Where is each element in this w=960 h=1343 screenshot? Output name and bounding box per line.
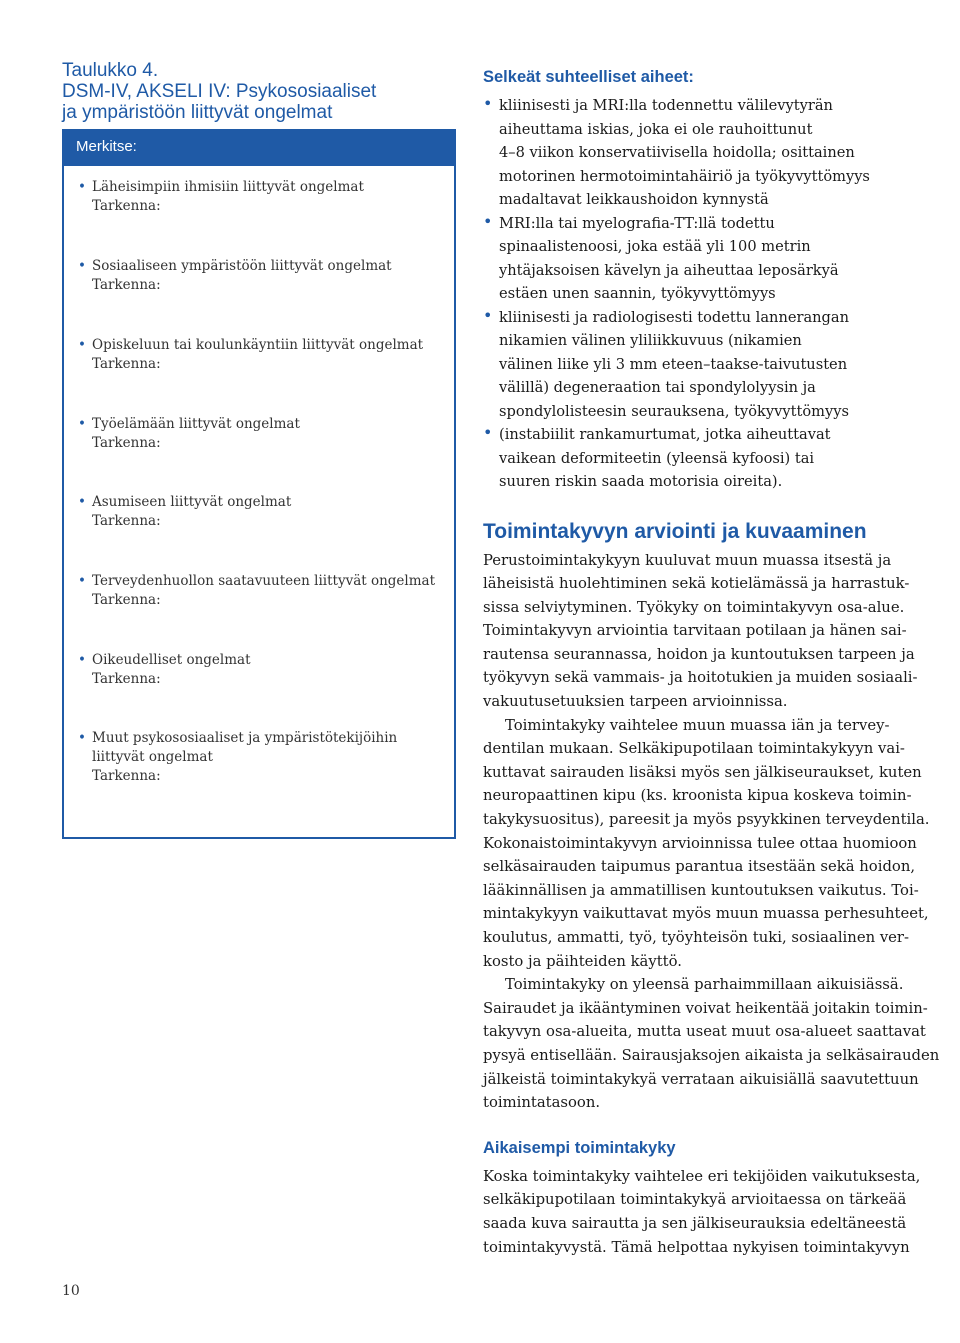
table-item <box>78 572 448 610</box>
table-header: Merkitse: <box>64 131 454 166</box>
table-4 <box>62 60 456 839</box>
text-line: spondylolisteesin seurauksena, työkyvyttömyys <box>499 402 849 420</box>
text-line: (instabiilit rankamurtumat, jotka aiheuttavat <box>499 426 831 443</box>
text-line: jälkeistä toimintakykyä verrataan aikuisiällä saavutettuun <box>483 1070 919 1088</box>
text-line: suuren riskin saada motorisia oireita). <box>499 473 783 490</box>
text-line: Toimintakyky vaihtelee muun muassa iän ja tervey- <box>505 716 890 734</box>
indication-item <box>483 212 877 306</box>
table-item-specify: Tarkenna: <box>92 768 161 784</box>
table-item <box>78 415 448 453</box>
bullet-icon: • <box>78 730 86 746</box>
text-line: toimintakyvystä. Tämä helpottaa nykyisen toimintakyvyn <box>483 1238 910 1256</box>
table-item <box>78 493 448 531</box>
text-line: Koska toimintakyky vaihtelee eri tekijöiden vaikutuksesta, <box>483 1167 921 1185</box>
text-line: Sairaudet ja ikääntyminen voivat heikentää joitakin toimin- <box>483 999 928 1017</box>
text-line: läheisistä huolehtiminen sekä kotielämässä ja harrastuk- <box>483 575 910 593</box>
table-item-specify: Tarkenna: <box>92 435 161 451</box>
right-column <box>483 66 940 1259</box>
indication-item <box>483 423 877 494</box>
table-item-specify: Tarkenna: <box>92 198 161 214</box>
indication-item <box>483 94 877 212</box>
bullet-icon: • <box>483 305 493 325</box>
text-line: Toimintakyvyn arviointia tarvitaan potilaan ja hänen sai- <box>483 622 907 640</box>
text-line: pysyä entisellään. Sairausjaksojen aikaista ja selkäsairauden <box>483 1046 940 1064</box>
text-line: MRI:lla tai myelografia-TT:llä todettu <box>499 214 775 232</box>
bullet-icon: • <box>78 573 86 589</box>
text-line: työkyvyn sekä vammais- ja hoitotukien ja muiden sosiaali- <box>483 669 918 687</box>
table-box <box>62 129 456 839</box>
text-line: välinen liike yli 3 mm eteen–taakse-taivutusten <box>499 355 848 373</box>
text-line: estäen unen saannin, työkyvyttömyys <box>499 285 776 302</box>
text-line: takyvyn osa-alueita, mutta useat muut osa-alueet saattavat <box>483 1023 926 1041</box>
table-item-label: Työelämään liittyvät ongelmat <box>92 416 300 432</box>
paragraph <box>483 714 930 974</box>
indication-item <box>483 306 877 424</box>
section-heading-indications: Selkeät suhteelliset aiheet: <box>483 68 694 86</box>
text-line: Perustoimintakykyyn kuuluvat muun muassa itsestä ja <box>483 551 892 569</box>
table-item-label: Terveydenhuollon saatavuuteen liittyvät ongelmat <box>92 573 436 589</box>
table-item <box>78 651 448 689</box>
bullet-icon: • <box>78 337 86 353</box>
table-item <box>78 729 448 786</box>
text-line: saada kuva sairautta ja sen jälkiseurauksia edeltäneestä <box>483 1214 907 1232</box>
table-item-specify: Tarkenna: <box>92 592 161 608</box>
text-line: 4–8 viikon konservatiivisella hoidolla; osittainen <box>499 144 855 161</box>
table-item-specify: Tarkenna: <box>92 356 161 372</box>
table-item <box>78 257 448 295</box>
table-title <box>62 60 456 123</box>
table-item <box>78 336 448 374</box>
text-line: selkäkipupotilaan toimintakykyä arvioitaessa on tärkeää <box>483 1191 907 1209</box>
text-line: vakuutusetuuksien tarpeen arvioinnissa. <box>483 693 788 711</box>
text-line: dentilan mukaan. Selkäkipupotilaan toimintakykyyn vai- <box>483 740 905 758</box>
table-title-line: ja ympäristöön liittyvät ongelmat <box>62 102 333 123</box>
text-line: sissa selviytyminen. Työkyky on toimintakyvyn osa-alue. <box>483 598 905 616</box>
table-item <box>78 178 448 216</box>
bullet-icon: • <box>483 423 493 442</box>
text-line: yhtäjaksoisen kävelyn ja aiheuttaa leposärkyä <box>499 261 839 279</box>
bullet-icon: • <box>78 416 86 432</box>
bullet-icon: • <box>483 94 493 113</box>
bullet-icon: • <box>78 494 86 510</box>
text-line: Toimintakyky on yleensä parhaimmillaan aikuisiässä. <box>505 976 904 994</box>
table-item-specify: Tarkenna: <box>92 513 161 529</box>
text-line: lääkinnällisen ja ammatillisen kuntoutuksen vaikutus. Toi- <box>483 881 919 899</box>
text-line: takykysuositus), pareesit ja myös psyykkinen terveydentila. <box>483 811 930 829</box>
table-item-label: Muut psykososiaaliset ja ympäristötekijöihin <box>92 730 398 746</box>
text-line: kosto ja päihteiden käyttö. <box>483 952 682 970</box>
text-line: aiheuttama iskias, joka ei ole rauhoittunut <box>499 120 813 138</box>
text-line: motorinen hermotoimintahäiriö ja työkyvyttömyys <box>499 167 870 185</box>
bullet-icon: • <box>78 179 86 195</box>
section-heading-prior-capacity: Aikaisempi toimintakyky <box>483 1138 676 1157</box>
table-title-line: DSM-IV, AKSELI IV: Psykososiaaliset <box>62 81 377 102</box>
table-item-label-cont: liittyvät ongelmat <box>92 749 213 765</box>
table-item-specify: Tarkenna: <box>92 277 161 293</box>
text-line: välillä) degeneraation tai spondylolyysin ja <box>499 379 816 396</box>
paragraph <box>483 1165 921 1259</box>
table-item-label: Opiskeluun tai koulunkäyntiin liittyvät ongelmat <box>92 337 424 353</box>
table-item-label: Oikeudelliset ongelmat <box>92 652 251 668</box>
text-line: toimintatasoon. <box>483 1094 601 1112</box>
text-line: Kokonaistoimintakyvyn arvioinnissa tulee ottaa huomioon <box>483 834 917 852</box>
text-line: nikamien välinen yliliikkuvuus (nikamien <box>499 332 802 349</box>
bullet-icon: • <box>483 211 493 231</box>
text-line: vaikean deformiteetin (yleensä kyfoosi) tai <box>499 449 815 467</box>
text-line: mintakykyyn vaikuttavat myös muun muassa perhesuhteet, <box>483 905 929 923</box>
paragraph <box>483 973 940 1115</box>
text-line: kliinisesti ja radiologisesti todettu lannerangan <box>499 308 850 326</box>
text-line: kliinisesti ja MRI:lla todennettu välilevytyrän <box>499 97 833 114</box>
table-title-line: Taulukko 4. <box>62 60 159 81</box>
text-line: kuttavat sairauden lisäksi myös sen jälkiseuraukset, kuten <box>483 763 922 781</box>
bullet-icon: • <box>78 652 86 668</box>
text-line: rautensa seurannassa, hoidon ja kuntoutuksen tarpeen ja <box>483 645 915 663</box>
text-line: madaltavat leikkaushoidon kynnystä <box>499 191 769 208</box>
bullet-icon: • <box>78 258 86 274</box>
page-number: 10 <box>62 1283 80 1299</box>
table-item-label: Sosiaaliseen ympäristöön liittyvät ongelmat <box>92 258 392 274</box>
text-line: neuropaattinen kipu (ks. kroonista kipua koskeva toimin- <box>483 787 912 805</box>
section-heading-functional-capacity: Toimintakyvyn arviointi ja kuvaaminen <box>483 519 867 543</box>
indications-list <box>483 94 877 494</box>
paragraph <box>483 549 918 714</box>
text-line: selkäsairauden taipumus parantua itsestään sekä hoidon, <box>483 858 916 876</box>
text-line: koulutus, ammatti, työ, työyhteisön tuki, sosiaalinen ver- <box>483 929 910 946</box>
table-item-label: Asumiseen liittyvät ongelmat <box>92 494 292 510</box>
table-item-specify: Tarkenna: <box>92 671 161 687</box>
text-line: spinaalistenoosi, joka estää yli 100 metrin <box>499 238 811 255</box>
table-item-label: Läheisimpiin ihmisiin liittyvät ongelmat <box>92 179 364 195</box>
